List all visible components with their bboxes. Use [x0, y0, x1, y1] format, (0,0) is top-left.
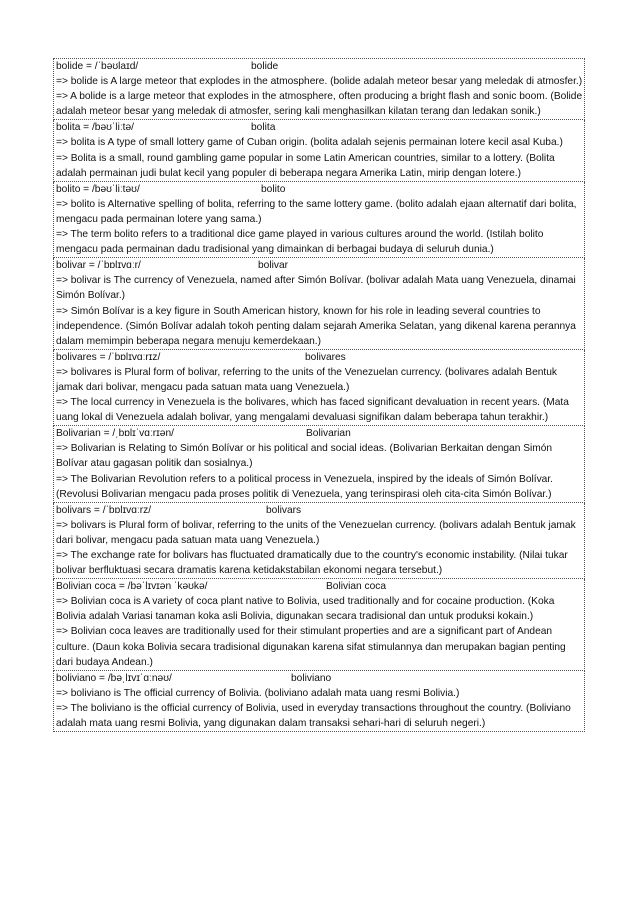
entry-header: [56, 503, 583, 518]
entry-pronunciation: bolide = /ˈbəʊlaɪd/: [56, 61, 139, 72]
example-indonesian: (Bolide adalah meteor besar yang meledak di atmosfer, sering kali menghasilkan kilatan terang dan ledakan sonik.): [56, 91, 583, 118]
definition-english: => Bolivian coca is A variety of coca plant native to Bolivia, used traditionally and for cocaine production.: [56, 596, 525, 608]
entry-example: [56, 395, 583, 425]
dictionary-entry: [53, 120, 585, 181]
definition-indonesian: (bolivar adalah Mata uang Venezuela, dinamai Simón Bolívar.): [56, 275, 576, 302]
definition-indonesian: (Koka Bolivia adalah Variasi tanaman koka asli Bolivia, digunakan secara tradisional dan untuk produksi kokain.): [56, 596, 555, 623]
example-indonesian: (Mata uang lokal di Venezuela adalah bolivar, yang mengalami devaluasi signifikan dalam beberapa tahun terakhir.): [56, 397, 569, 424]
definition-english: => bolito is Alternative spelling of bolita, referring to the same lottery game.: [56, 198, 393, 210]
entry-headword: Bolivian coca: [326, 581, 387, 593]
dictionary-entry: [53, 258, 585, 350]
entry-pronunciation: Bolivarian = /ˌbɒlɪˈvɑːrɪən/: [56, 428, 174, 440]
definition-indonesian: (boliviano adalah mata uang resmi Bolivia.): [264, 687, 460, 699]
example-english: => Bolita is a small, round gambling game popular in some Latin American countries, similar to a lottery.: [56, 152, 523, 164]
entry-headword: bolita: [251, 122, 276, 134]
entry-headword: Bolivarian: [306, 428, 351, 440]
example-english: => The exchange rate for bolivars has fluctuated dramatically due to the country's economic instability.: [56, 550, 517, 561]
entry-headword: bolito: [261, 183, 286, 195]
dictionary-entry: [53, 579, 585, 671]
example-indonesian: (Bolita adalah permainan judi bulat kecil yang populer di beberapa negara Amerika Latin, mirip dengan lotere.): [56, 152, 555, 179]
entry-definition: [56, 74, 583, 89]
entry-header: [56, 182, 583, 197]
entry-header: [56, 350, 583, 365]
entry-header: [56, 120, 583, 135]
entry-header: [56, 59, 583, 74]
definition-indonesian: (bolita adalah sejenis permainan lotere kecil asal Kuba.): [310, 137, 563, 149]
definition-english: => boliviano is The official currency of Bolivia.: [56, 687, 262, 699]
example-english: => Bolivian coca leaves are traditionally used for their stimulant properties and are a significant part of Andean culture.: [56, 626, 553, 653]
example-indonesian: (Istilah bolito mengacu pada permainan dadu tradisional yang dimainkan di berbagai budaya di seluruh dunia.): [56, 229, 544, 256]
dictionary-entry: [53, 671, 585, 732]
entry-headword: bolide: [251, 61, 279, 72]
definition-english: => bolivares is Plural form of bolivar, referring to the units of the Venezuelan currency.: [56, 366, 443, 378]
definition-indonesian: (bolivars adalah Bentuk jamak dari bolivar, mengacu pada satuan mata uang Venezuela.): [56, 519, 576, 546]
entry-example: [56, 304, 583, 349]
dictionary-document: [53, 58, 585, 732]
example-indonesian: (Boliviano adalah mata uang resmi Bolivia, yang digunakan dalam transaksi sehari-hari di seluruh negeri.): [56, 702, 571, 730]
entry-pronunciation: bolita = /bəʊˈliːtə/: [56, 122, 134, 134]
example-english: => The local currency in Venezuela is the bolivares, which has faced significant devaluation in recent years.: [56, 397, 540, 409]
entry-pronunciation: bolivar = /ˈbɒlɪvɑːr/: [56, 260, 141, 272]
dictionary-entry: [53, 426, 585, 502]
dictionary-entry: [53, 503, 585, 579]
definition-indonesian: (bolide adalah meteor besar yang meledak di atmosfer.): [330, 76, 583, 88]
entry-example: [56, 151, 583, 181]
entry-header: [56, 258, 583, 273]
definition-english: => Bolivarian is Relating to Simón Bolívar or his political and social ideas.: [56, 443, 387, 455]
entry-pronunciation: bolivares = /ˈbɒlɪvɑːrɪz/: [56, 351, 161, 363]
entry-definition: [56, 273, 583, 303]
example-english: => Simón Bolívar is a key figure in South American history, known for his role in leading several countries to independence.: [56, 305, 541, 332]
example-indonesian: (Nilai tukar bolivar berfluktuasi secara dramatis karena ketidakstabilan ekonomi negara tersebut.): [56, 550, 568, 577]
definition-english: => bolivar is The currency of Venezuela, named after Simón Bolívar.: [56, 275, 364, 287]
example-indonesian: (Daun koka Bolivia secara tradisional digunakan karena sifat stimulannya dan merupakan bagian penting dari budaya Andean.): [56, 641, 566, 668]
entry-example: [56, 624, 583, 669]
entry-definition: [56, 441, 583, 471]
example-english: => The Bolivarian Revolution refers to a political process in Venezuela, inspired by the ideals of Simón Bolívar.: [56, 473, 554, 485]
entry-headword: bolivares: [305, 351, 346, 363]
entry-definition: [56, 518, 583, 548]
example-english: => The term bolito refers to a traditional dice game played in various cultures around the world.: [56, 229, 484, 241]
entry-pronunciation: bolito = /bəʊˈliːtəʊ/: [56, 183, 140, 195]
entry-definition: [56, 594, 583, 624]
entry-header: [56, 426, 583, 441]
entry-pronunciation: bolivars = /ˈbɒlɪvɑːrz/: [56, 504, 152, 516]
entry-headword: boliviano: [291, 672, 332, 684]
entry-pronunciation: Bolivian coca = /bəˈlɪvɪən ˈkəʊkə/: [56, 581, 208, 593]
dictionary-entry: [53, 350, 585, 426]
entry-example: [56, 701, 583, 731]
entry-example: [56, 548, 583, 578]
definition-indonesian: (bolito adalah ejaan alternatif dari bolita, mengacu pada permainan lotere yang sama.): [56, 198, 577, 225]
definition-indonesian: (bolivares adalah Bentuk jamak dari bolivar, mengacu pada satuan mata uang Venezuela.): [56, 366, 557, 393]
entry-definition: [56, 365, 583, 395]
entry-definition: [56, 197, 583, 227]
example-english: => The boliviano is the official currency of Bolivia, used in everyday transactions throughout the country.: [56, 702, 524, 714]
example-english: => A bolide is a large meteor that explodes in the atmosphere, often producing a bright flash and sonic boom.: [56, 91, 548, 103]
entry-pronunciation: boliviano = /bəˌlɪvɪˈɑːnəʊ/: [56, 672, 172, 684]
example-indonesian: (Revolusi Bolivarian mengacu pada proses politik di Venezuela, yang terinspirasi oleh cita-cita Simón Bolívar.): [56, 488, 552, 500]
entry-definition: [56, 686, 583, 701]
entry-definition: [56, 135, 583, 150]
definition-english: => bolide is A large meteor that explodes in the atmosphere.: [56, 76, 328, 88]
entry-header: [56, 671, 583, 686]
definition-english: => bolivars is Plural form of bolivar, referring to the units of the Venezuelan currency.: [56, 519, 437, 531]
dictionary-entry: [53, 182, 585, 258]
entry-header: [56, 579, 583, 594]
entry-headword: bolivars: [266, 504, 302, 516]
entry-example: [56, 472, 583, 502]
example-indonesian: (Simón Bolívar adalah tokoh penting dalam sejarah Amerika Selatan, yang dikenal karena perannya dalam memimpin beberapa negara menuju kemerdekaan.): [56, 320, 576, 347]
entry-example: [56, 227, 583, 257]
entry-headword: bolivar: [258, 260, 289, 272]
dictionary-entry: [53, 58, 585, 120]
definition-indonesian: (Bolivarian Berkaitan dengan Simón Bolívar atau gagasan politik dan sosialnya.): [56, 443, 553, 470]
definition-english: => bolita is A type of small lottery game of Cuban origin.: [56, 137, 308, 149]
entry-example: [56, 89, 583, 119]
